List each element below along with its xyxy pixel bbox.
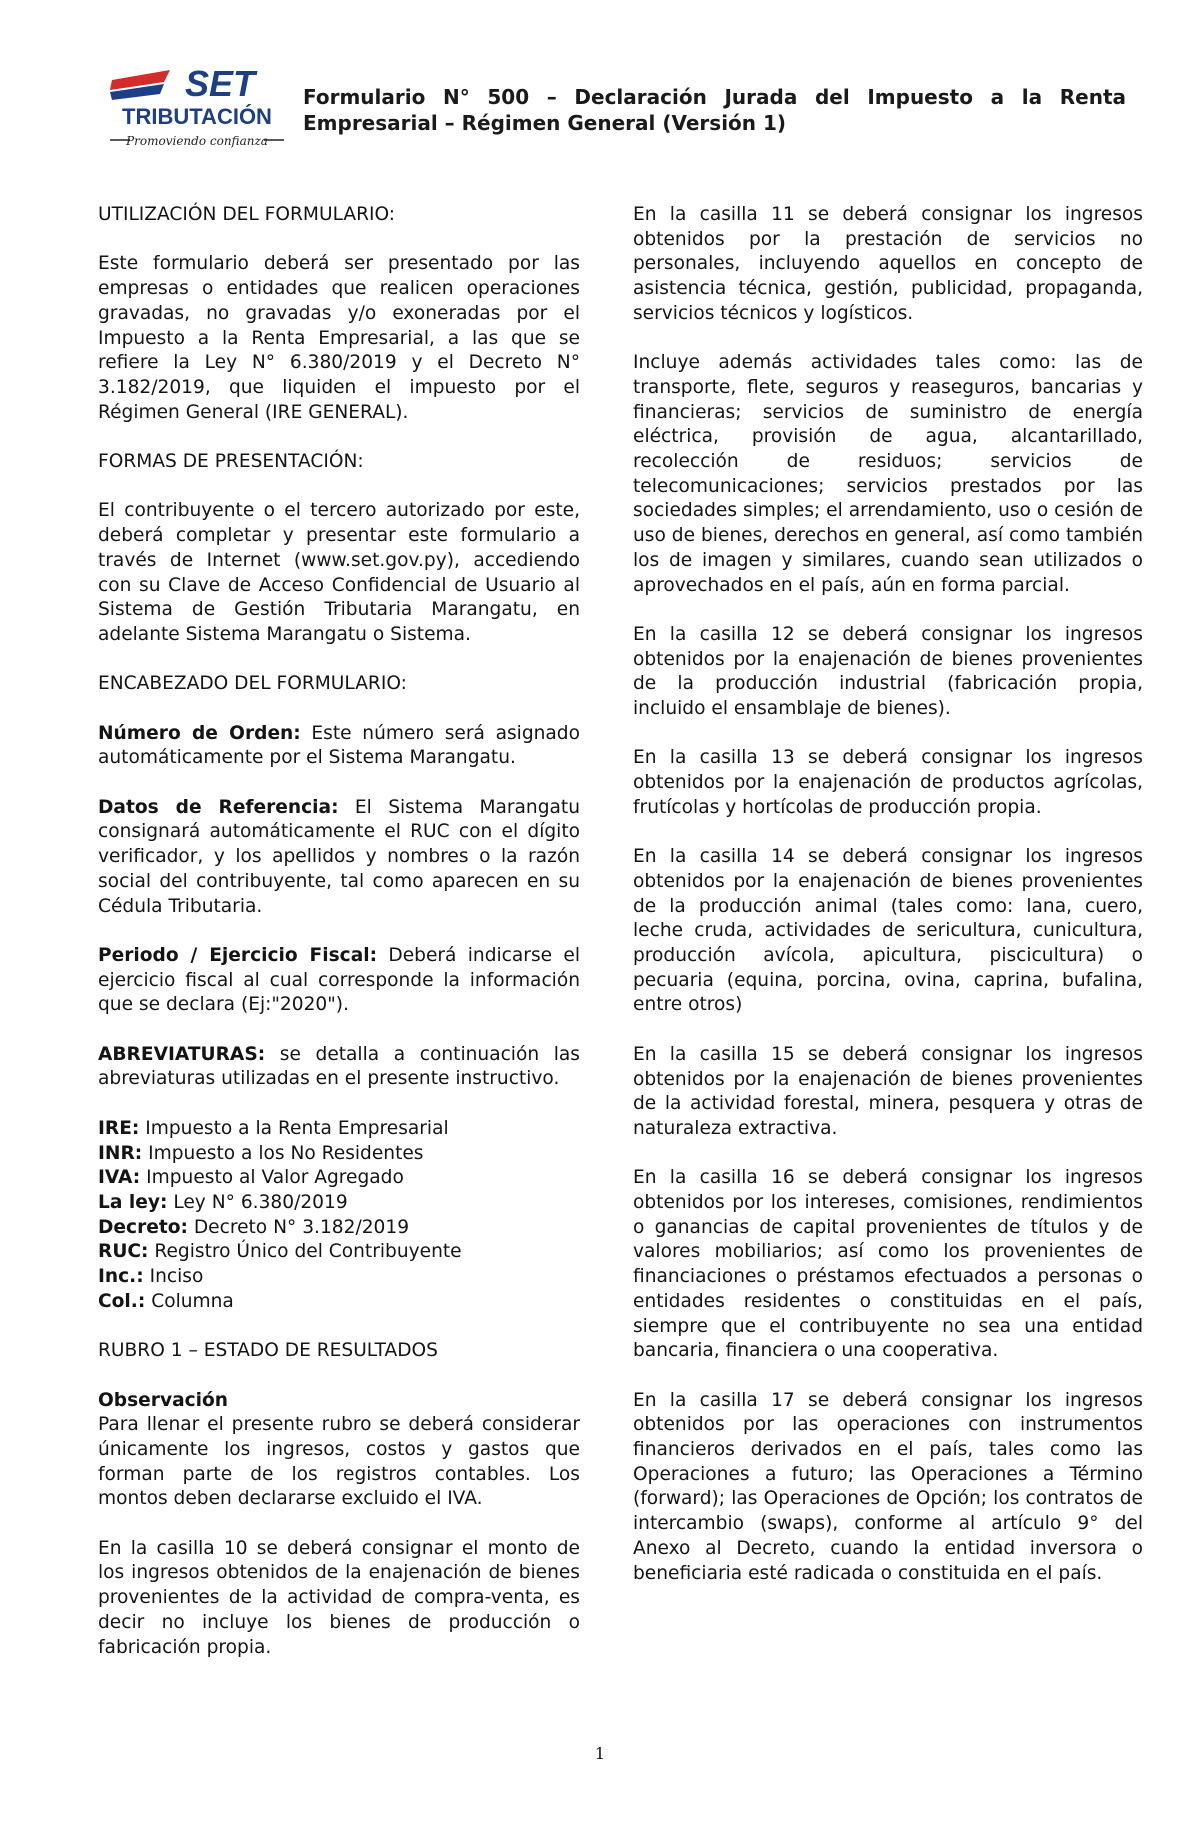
- abbreviation-item: [98, 1117, 580, 1142]
- observacion-heading: Observación: [98, 1389, 229, 1411]
- abreviaturas-label: ABREVIATURAS:: [98, 1043, 266, 1065]
- abbreviation-term: Col.:: [98, 1290, 146, 1312]
- left-column: [98, 203, 580, 1685]
- section-title-rubro-1: RUBRO 1 – ESTADO DE RESULTADOS: [98, 1340, 438, 1362]
- logo-set-text: SET: [184, 66, 256, 104]
- abbreviation-term: RUC:: [98, 1241, 149, 1263]
- section-title-encabezado: ENCABEZADO DEL FORMULARIO:: [98, 673, 407, 695]
- formas-paragraph: El contribuyente o el tercero autorizado por este, deberá completar y presentar este formulario a través de Internet (www.set.gov.py), accediendo con su Clave de Acceso Confidencial de Usuario al Sistema de Gestión Tributaria Marangatu, en adelante Sistema Marangatu o Sistema.: [98, 500, 580, 645]
- abbreviation-item: [98, 1240, 580, 1265]
- abbreviation-meaning: Impuesto a los No Residentes: [142, 1142, 424, 1164]
- periodo-paragraph: [98, 944, 580, 1018]
- abbreviation-term: INR:: [98, 1142, 143, 1164]
- casilla-12-paragraph: En la casilla 12 se deberá consignar los ingresos obtenidos por la enajenación de bienes provenientes de la producción industrial (fabricación propia, incluido el ensamblaje de bienes).: [633, 623, 1143, 720]
- abbreviation-meaning: Registro Único del Contribuyente: [148, 1241, 462, 1263]
- abbreviation-term: Decreto:: [98, 1216, 188, 1238]
- datos-referencia-label: Datos de Referencia:: [98, 796, 339, 818]
- abbreviation-item: [98, 1191, 580, 1216]
- section-title-utilizacion: UTILIZACIÓN DEL FORMULARIO:: [98, 204, 396, 225]
- set-tributacion-logo: [108, 66, 286, 158]
- numero-orden-paragraph: [98, 722, 580, 771]
- abbreviation-term: IVA:: [98, 1167, 141, 1189]
- numero-orden-text: Este número será asignado automáticamente por el Sistema Marangatu.: [98, 722, 580, 769]
- abbreviation-item: [98, 1265, 580, 1290]
- abbreviation-meaning: Ley N° 6.380/2019: [167, 1191, 348, 1213]
- datos-referencia-text: El Sistema Marangatu consignará automáticamente el RUC con el dígito verificador, y los apellidos y nombres o la razón social del contribuyente, tal como aparecen en su Cédula Tributaria.: [98, 796, 580, 917]
- abbreviation-item: [98, 1216, 580, 1241]
- section-title-formas: FORMAS DE PRESENTACIÓN:: [98, 451, 364, 472]
- page-number: 1: [594, 1744, 606, 1763]
- abbreviation-term: Inc.:: [98, 1266, 144, 1288]
- abbreviation-meaning: Decreto N° 3.182/2019: [187, 1216, 410, 1238]
- abbreviation-meaning: Impuesto a la Renta Empresarial: [139, 1117, 449, 1139]
- abbreviation-term: IRE:: [98, 1117, 140, 1139]
- abbreviation-term: La ley:: [98, 1191, 168, 1213]
- abbreviation-item: [98, 1290, 580, 1315]
- periodo-text: Deberá indicarse el ejercicio fiscal al cual corresponde la información que se declara (Ej:"2020").: [98, 944, 581, 1016]
- casilla-15-paragraph: En la casilla 15 se deberá consignar los ingresos obtenidos por la enajenación de bienes provenientes de la actividad forestal, minera, pesquera y otras de naturaleza extractiva.: [633, 1043, 1143, 1139]
- abreviaturas-paragraph: [98, 1043, 580, 1092]
- document-title: Formulario N° 500 – Declaración Jurada del Impuesto a la Renta Empresarial – Régimen General (Versión 1): [303, 85, 1126, 135]
- servicios-incluidos-paragraph: Incluye además actividades tales como: las de transporte, flete, seguros y reaseguros, bancarias y financieras; servicios de suministro de energía eléctrica, provisión de agua, alcantarillado, recolección de residuos; servicios de telecomunicaciones; servicios prestados por las sociedades simples; el arrendamiento, uso o cesión de uso de bienes, derechos en general, así como también los de imagen y similares, cuando sean utilizados o aprovechados en el país, aún en forma parcial.: [633, 352, 1143, 596]
- casilla-10-paragraph: En la casilla 10 se deberá consignar el monto de los ingresos obtenidos de la enajenación de bienes provenientes de la actividad de compra-venta, es decir no incluye los bienes de producción o fabricación propia.: [98, 1537, 580, 1658]
- numero-orden-label: Número de Orden:: [98, 722, 301, 744]
- abreviaturas-text: se detalla a continuación las abreviaturas utilizadas en el presente instructivo.: [98, 1043, 580, 1090]
- abbreviation-item: [98, 1142, 580, 1167]
- casilla-14-paragraph: En la casilla 14 se deberá consignar los ingresos obtenidos por la enajenación de bienes provenientes de la producción animal (tales como: lana, cuero, leche cruda, actividades de sericultura, cunicultura, producción avícola, apicultura, piscicultura) o pecuaria (equina, porcina, ovina, caprina, bufalina, entre otros): [633, 846, 1143, 1016]
- periodo-label: Periodo / Ejercicio Fiscal:: [98, 944, 378, 966]
- abbreviation-meaning: Inciso: [143, 1266, 204, 1288]
- observacion-paragraph: Para llenar el presente rubro se deberá considerar únicamente los ingresos, costos y gastos que forman parte de los registros contables. Los montos deben declararse excluido el IVA.: [98, 1414, 580, 1510]
- logo-slogan-text: Promoviendo confianza: [126, 134, 268, 148]
- abbreviation-item: [98, 1166, 580, 1191]
- right-column: [633, 203, 1143, 1611]
- casilla-17-paragraph: En la casilla 17 se deberá consignar los ingresos obtenidos por las operaciones con instrumentos financieros derivados en el país, tales como las Operaciones a futuro; las Operaciones a Término (forward); las Operaciones de Opción; los contratos de intercambio (swaps), conforme al artículo 9° del Anexo al Decreto, cuando la entidad inversora o beneficiaria esté radicada o constituida en el país.: [633, 1389, 1143, 1584]
- abbreviation-meaning: Columna: [145, 1290, 234, 1312]
- casilla-13-paragraph: En la casilla 13 se deberá consignar los ingresos obtenidos por la enajenación de productos agrícolas, frutícolas y hortícolas de producción propia.: [633, 747, 1143, 818]
- casilla-16-paragraph: En la casilla 16 se deberá consignar los ingresos obtenidos por los intereses, comisiones, rendimientos o ganancias de capital provenientes de títulos y de valores mobiliarios; así como los provenientes de financiaciones o préstamos efectuados a personas o entidades residentes o constituidas en el país, siempre que el contribuyente no sea una entidad bancaria, financiera o una cooperativa.: [633, 1167, 1143, 1362]
- abbreviation-meaning: Impuesto al Valor Agregado: [140, 1167, 404, 1189]
- abbreviation-list: [98, 1117, 580, 1315]
- datos-referencia-paragraph: [98, 796, 580, 920]
- utilizacion-paragraph: Este formulario deberá ser presentado por las empresas o entidades que realicen operaciones gravadas, no gravadas y/o exoneradas por el Impuesto a la Renta Empresarial, a las que se refiere la Ley N° 6.380/2019 y el Decreto N° 3.182/2019, que liquiden el impuesto por el Régimen General (IRE GENERAL).: [98, 253, 580, 423]
- casilla-11-paragraph: En la casilla 11 se deberá consignar los ingresos obtenidos por la prestación de servicios no personales, incluyendo aquellos en concepto de asistencia técnica, gestión, publicidad, propaganda, servicios técnicos y logísticos.: [633, 204, 1143, 324]
- logo-tributacion-text: TRIBUTACIÓN: [122, 104, 272, 129]
